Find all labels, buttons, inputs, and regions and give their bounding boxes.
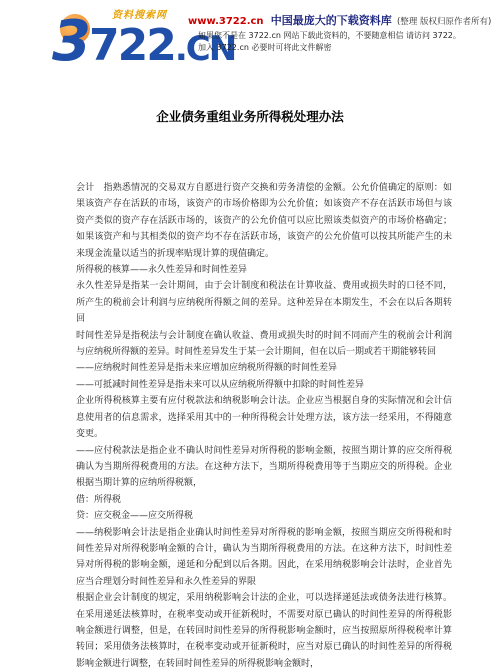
paragraph-taxes-payable-method: ——应付税款法是指企业不确认时间性差异对所得税的影响金额，按照当期计算的应交所得税确认为当期所得税费用的方法。在这种方法下，当期所得税费用等于当期应交的所得税。企业根据当期计算的应纳所得税额， bbox=[76, 445, 452, 489]
paragraph-deferral-liability: 根据企业会计制度的规定，采用纳税影响会计法的企业，可以选择递延法或债务法进行核算。在采用递延法核算时，在税率变动或开征新税时，不需要对原已确认的时间性差异的所得税影响金额进行调整，但是，在转回时间性差异的所得税影响金额时，应当按照原所得税税率计算转回；采用债务法核算时，在税率变动或开征新税时，应当对原已确认的时间性差异的所得税影响金额进行调整，在转回时间性差异的所得税影响金额时， bbox=[76, 593, 452, 669]
paragraph-tax-effect-method: ——纳税影响会计法是指企业确认时间性差异对所得税的影响金额，按照当期应交所得税和时间性差异对所得税影响金额的合计，确认为当期所得税费用的方法。在这种方法下，时间性差异对所得税的影响金额，递延和分配到以后各期。因此，在采用纳税影响会计法时，企业首先应当合理划分时间性差异和永久性差异的界限 bbox=[76, 527, 452, 587]
paragraph-debit-entry: 借：所得税 bbox=[76, 494, 122, 505]
paragraph-taxable-timing: ——应纳税时间性差异是指未来应增加应纳税所得额的时间性差异 bbox=[76, 363, 338, 374]
paragraph-permanent-difference: 永久性差异是指某一会计期间，由于会计制度和税法在计算收益、费用或损失时的口径不同，所产生的税前会计利润与应纳税所得额之间的差异。这种差异在本期发生，不会在以后各期转回 bbox=[76, 281, 452, 325]
paragraph-methods: 企业所得税核算主要有应付税款法和纳税影响会计法。企业应当根据自身的实际情况和会计信息使用者的信息需求，选择采用其中的一种所得税会计处理方法，该方法一经采用，不得随意变更。 bbox=[76, 396, 452, 440]
logo-tagline: 资料搜索网 bbox=[112, 10, 167, 21]
paragraph-tax-accounting-heading: 所得税的核算——永久性差异和时间性差异 bbox=[76, 265, 248, 276]
site-banner bbox=[188, 12, 491, 28]
site-url-link[interactable]: www.3722.cn bbox=[188, 16, 264, 27]
site-copyright-note: (整理 版权归原作者所有) bbox=[396, 17, 492, 27]
logo-digit: 3 bbox=[52, 9, 89, 74]
site-header bbox=[0, 0, 500, 80]
document-title: 企业债务重组业务所得税处理办法 bbox=[156, 109, 344, 124]
site-title: 中国最庞大的下载资料库 bbox=[270, 14, 392, 27]
logo-number: 722 bbox=[88, 20, 175, 71]
document-body bbox=[76, 180, 452, 672]
paragraph-timing-difference: 时间性差异是指税法与会计制度在确认收益、费用或损失时的时间不同而产生的税前会计利润与应纳税所得额的差异。时间性差异发生于某一会计期间，但在以后一期或若干期能够转回 bbox=[76, 330, 452, 358]
paragraph-credit-entry: 贷：应交税金——应交所得税 bbox=[76, 511, 194, 522]
paragraph-deductible-timing: ——可抵减时间性差异是指未来可以从应纳税所得额中扣除的时间性差异 bbox=[76, 379, 365, 390]
logo-domain: .CN bbox=[174, 29, 236, 69]
download-notice: 如果您不是在 3722.cn 网站下载此资料的，不要随意相信 请访问 3722。加入 3722.cn 必要时可将此文件解密 bbox=[198, 31, 461, 52]
paragraph-fair-value: 会计 指熟悉情况的交易双方自愿进行资产交换和劳务清偿的金额。公允价值确定的原则：如果该资产存在活跃的市场，该资产的市场价格即为公允价值；如该资产不存在活跃市场但与该资产类似的资产存在活跃市场的，该资产的公允价值可以应比照该类似资产的市场价格确定；如果该资产和与其相类似的资产均不存在活跃市场，该资产的公允价值可以按其所能产生的未来现金流量以适当的折现率贴现计算的现值确定。 bbox=[76, 183, 452, 259]
